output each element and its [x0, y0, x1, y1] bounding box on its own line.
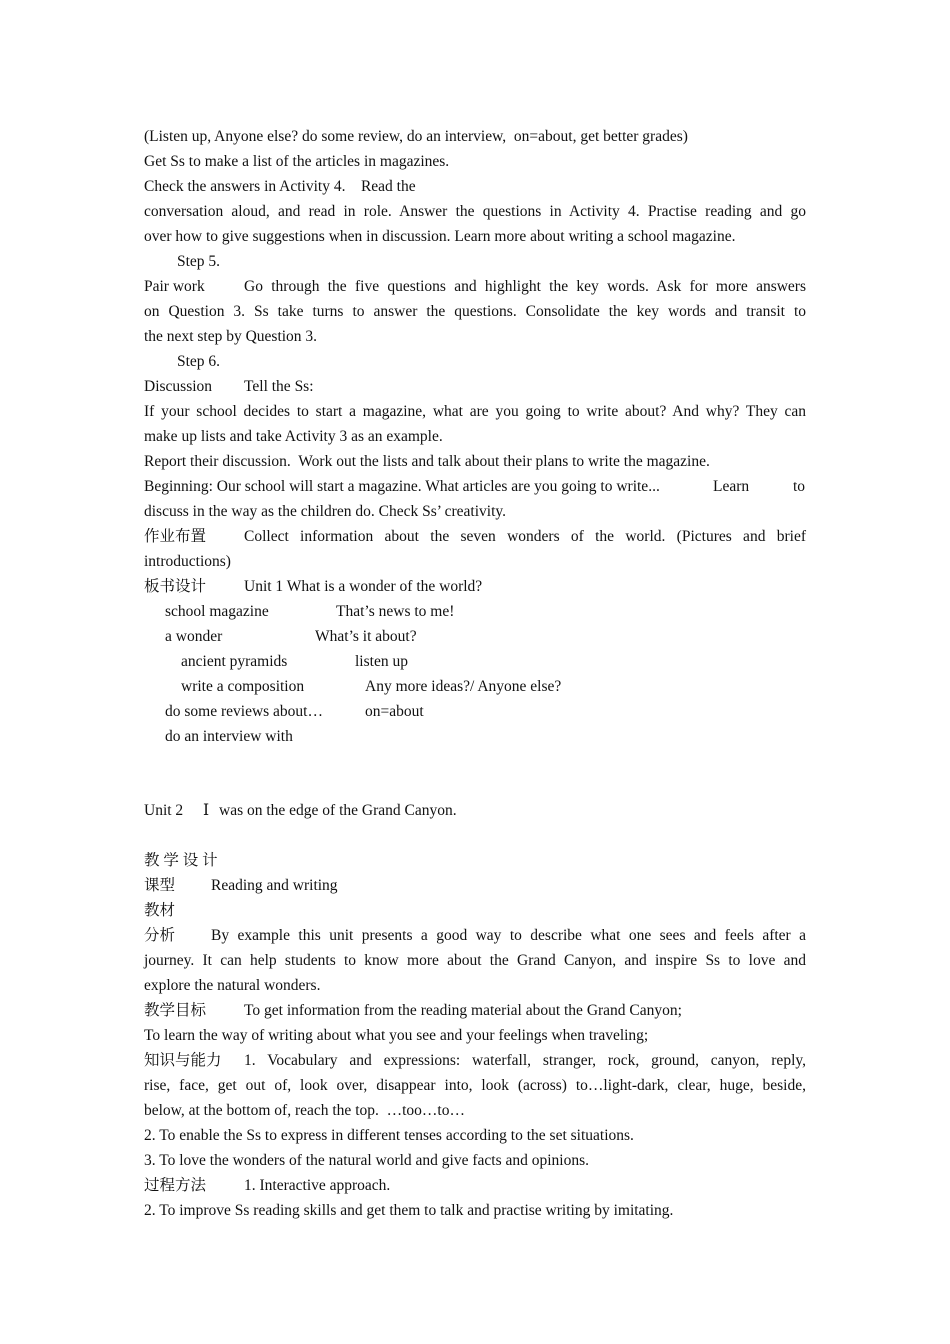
- board-item: on=about: [365, 703, 424, 720]
- text-line: Learn: [713, 478, 750, 495]
- row-label: Pair work: [144, 278, 205, 295]
- text-line: Tell the Ss:: [244, 378, 314, 395]
- text-line: If your school decides to start a magazine, what are you going to write about? And why? They can: [144, 403, 806, 420]
- section-heading: 教 学 设 计: [144, 852, 218, 869]
- text-line: Collect information about the seven wonders of the world. (Pictures and brief: [244, 528, 806, 545]
- text-line: on Question 3. Ss take turns to answer the questions. Consolidate the key words and transit to: [144, 303, 806, 320]
- board-title: Unit 1 What is a wonder of the world?: [244, 578, 483, 595]
- board-item: a wonder: [165, 628, 223, 645]
- row-label: 课型: [144, 877, 176, 894]
- text-line: 3. To love the wonders of the natural world and give facts and opinions.: [144, 1152, 590, 1169]
- text-line: rise, face, get out of, look over, disappear into, look (across) to…light-dark, clear, huge, beside,: [144, 1077, 806, 1094]
- text-line: 1. Interactive approach.: [244, 1177, 391, 1194]
- board-item: ancient pyramids: [181, 653, 288, 670]
- board-item: do an interview with: [165, 728, 293, 745]
- board-item: That’s news to me!: [336, 603, 455, 620]
- unit-title: Unit 2: [144, 802, 184, 819]
- step-heading: Step 5.: [177, 253, 221, 270]
- text-line: Report their discussion. Work out the lists and talk about their plans to write the magazine.: [144, 453, 710, 470]
- text-line: the next step by Question 3.: [144, 328, 318, 345]
- text-line: Reading and writing: [211, 877, 338, 894]
- text-line: over how to give suggestions when in discussion. Learn more about writing a school magazine.: [144, 228, 736, 245]
- text-line: 1. Vocabulary and expressions: waterfall, stranger, rock, ground, canyon, reply,: [244, 1052, 806, 1069]
- board-item: Any more ideas?/ Anyone else?: [365, 678, 562, 695]
- text-line: below, at the bottom of, reach the top. …too…to…: [144, 1102, 465, 1119]
- unit-title: was on the edge of the Grand Canyon.: [219, 802, 457, 819]
- text-line: Beginning: Our school will start a magazine. What articles are you going to write...: [144, 478, 660, 495]
- text-line: introductions): [144, 553, 231, 570]
- row-label: 教学目标: [144, 1002, 207, 1019]
- row-label: 教材: [144, 902, 176, 919]
- step-heading: Step 6.: [177, 353, 221, 370]
- text-line: Check the answers in Activity 4. Read the: [144, 178, 416, 195]
- row-label: 分析: [144, 927, 176, 944]
- text-line: to: [793, 478, 806, 495]
- text-line: (Listen up, Anyone else? do some review, do an interview, on=about, get better grades): [144, 128, 688, 145]
- row-label: 过程方法: [144, 1177, 207, 1194]
- text-line: Get Ss to make a list of the articles in magazines.: [144, 153, 450, 170]
- text-line: Go through the five questions and highlight the key words. Ask for more answers: [244, 278, 806, 295]
- text-line: conversation aloud, and read in role. Answer the questions in Activity 4. Practise reading and go: [144, 203, 806, 220]
- text-line: To learn the way of writing about what you see and your feelings when traveling;: [144, 1027, 649, 1044]
- board-item: listen up: [355, 653, 408, 670]
- row-label: Discussion: [144, 378, 213, 395]
- row-label: 作业布置: [144, 528, 207, 545]
- text-line: 2. To enable the Ss to express in different tenses according to the set situations.: [144, 1127, 634, 1144]
- board-item: What’s it about?: [315, 628, 417, 645]
- board-item: school magazine: [165, 603, 269, 620]
- text-line: journey. It can help students to know more about the Grand Canyon, and inspire Ss to love and: [144, 952, 806, 969]
- row-label: 板书设计: [144, 578, 207, 595]
- text-line: By example this unit presents a good way to describe what one sees and feels after a: [211, 927, 806, 944]
- text-line: discuss in the way as the children do. Check Ss’ creativity.: [144, 503, 507, 520]
- text-line: make up lists and take Activity 3 as an example.: [144, 428, 443, 445]
- board-item: do some reviews about…: [165, 703, 323, 720]
- text-line: explore the natural wonders.: [144, 977, 321, 994]
- text-line: 2. To improve Ss reading skills and get them to talk and practise writing by imitating.: [144, 1202, 674, 1219]
- unit-title: Ⅰ: [203, 802, 210, 819]
- text-line: To get information from the reading material about the Grand Canyon;: [244, 1002, 682, 1019]
- row-label: 知识与能力: [144, 1052, 222, 1069]
- board-item: write a composition: [181, 678, 305, 695]
